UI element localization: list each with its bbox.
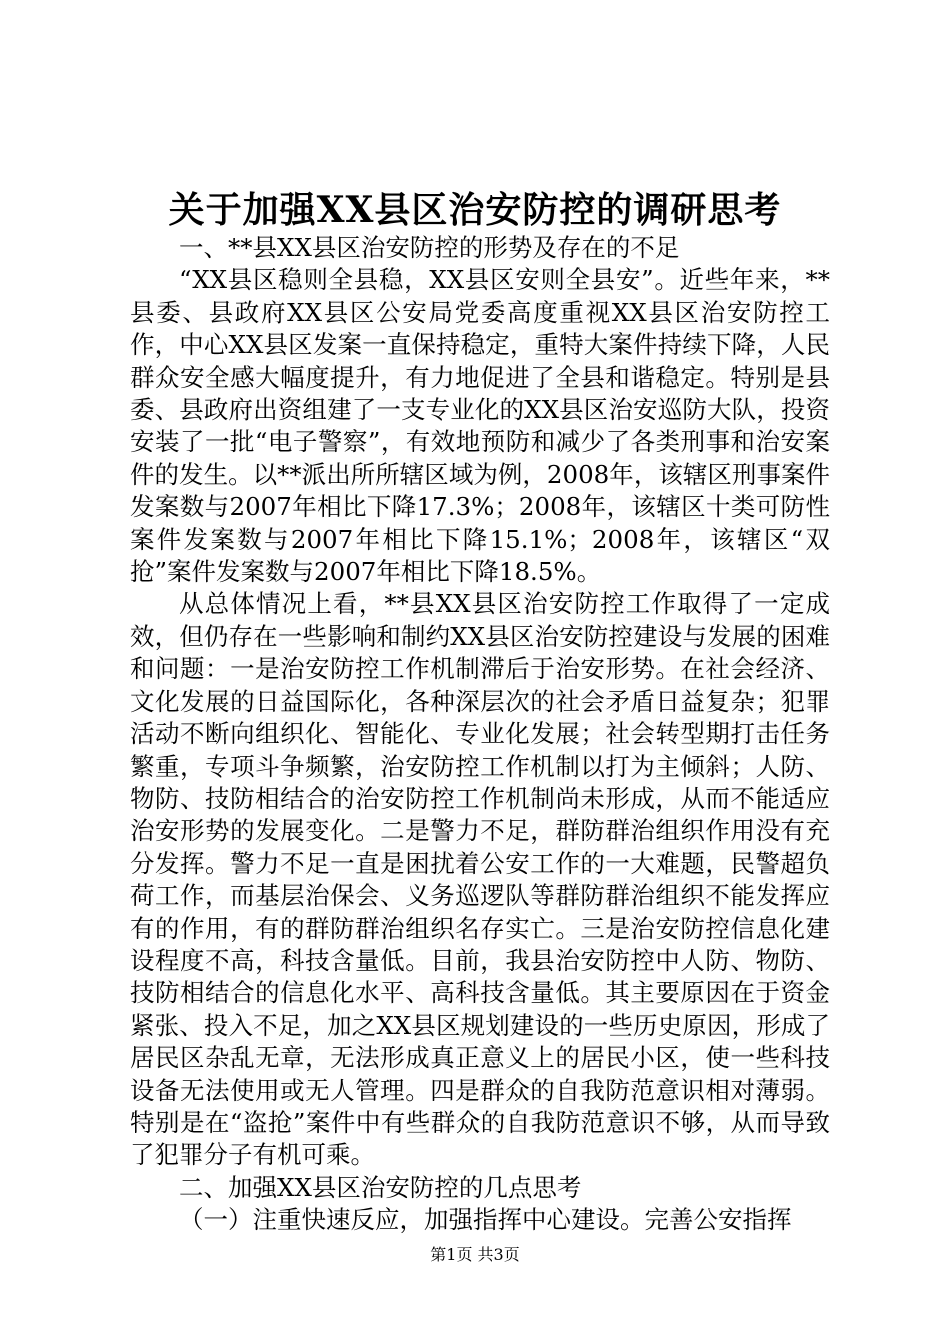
document-body [130,232,830,1237]
section-heading-1: 一、**县XX县区治安防控的形势及存在的不足 [179,233,680,262]
body-paragraph-2: 从总体情况上看，**县XX县区治安防控工作取得了一定成效，但仍存在一些影响和制约XX县区治安防控建设与发展的困难和问题：一是治安防控工作机制滞后于治安形势。在社会经济、文化发展的日益国际化，各种深层次的社会矛盾日益复杂；犯罪活动不断向组织化、智能化、专业化发展；社会转型期打击任务繁重，专项斗争频繁，治安防控工作机制以打为主倾斜；人防、物防、技防相结合的治安防控工作机制尚未形成，从而不能适应治安形势的发展变化。二是警力不足，群防群治组织作用没有充分发挥。警力不足一直是困扰着公安工作的一大难题，民警超负荷工作，而基层治保会、义务巡逻队等群防群治组织不能发挥应有的作用，有的群防群治组织名存实亡。三是治安防控信息化建设程度不高，科技含量低。目前，我县治安防控中人防、物防、技防相结合的信息化水平、高科技含量低。其主要原因在于资金紧张、投入不足，加之XX县区规划建设的一些历史原因，形成了居民区杂乱无章，无法形成真正意义上的居民小区，使一些科技设备无法使用或无人管理。四是群众的自我防范意识相对薄弱。特别是在“盗抢”案件中有些群众的自我防范意识不够，从而导致了犯罪分子有机可乘。 [130,589,830,1170]
document-title: 关于加强XX县区治安防控的调研思考 [168,189,782,231]
body-paragraph-3: （一）注重快速反应，加强指挥中心建设。完善公安指挥 [179,1205,792,1235]
section-heading-2: 二、加强XX县区治安防控的几点思考 [179,1172,582,1202]
body-paragraph-1: “XX县区稳则全县稳，XX县区安则全县安”。近些年来，**县委、县政府XX县区公安局党委高度重视XX县区治安防控工作，中心XX县区发案一直保持稳定，重特大案件持续下降，人民群众安全感大幅度提升，有力地促进了全县和谐稳定。特别是县委、县政府出资组建了一支专业化的XX县区治安巡防大队，投资安装了一批“电子警察”，有效地预防和减少了各类刑事和治安案件的发生。以**派出所所辖区域为例，2008年，该辖区刑事案件发案数与2007年相比下降17.3%；2008年，该辖区十类可防性案件发案数与2007年相比下降15.1%；2008年，该辖区“双抢”案件发案数与2007年相比下降18.5%。 [130,265,830,587]
page-footer: 第1页 共3页 [430,1245,520,1264]
